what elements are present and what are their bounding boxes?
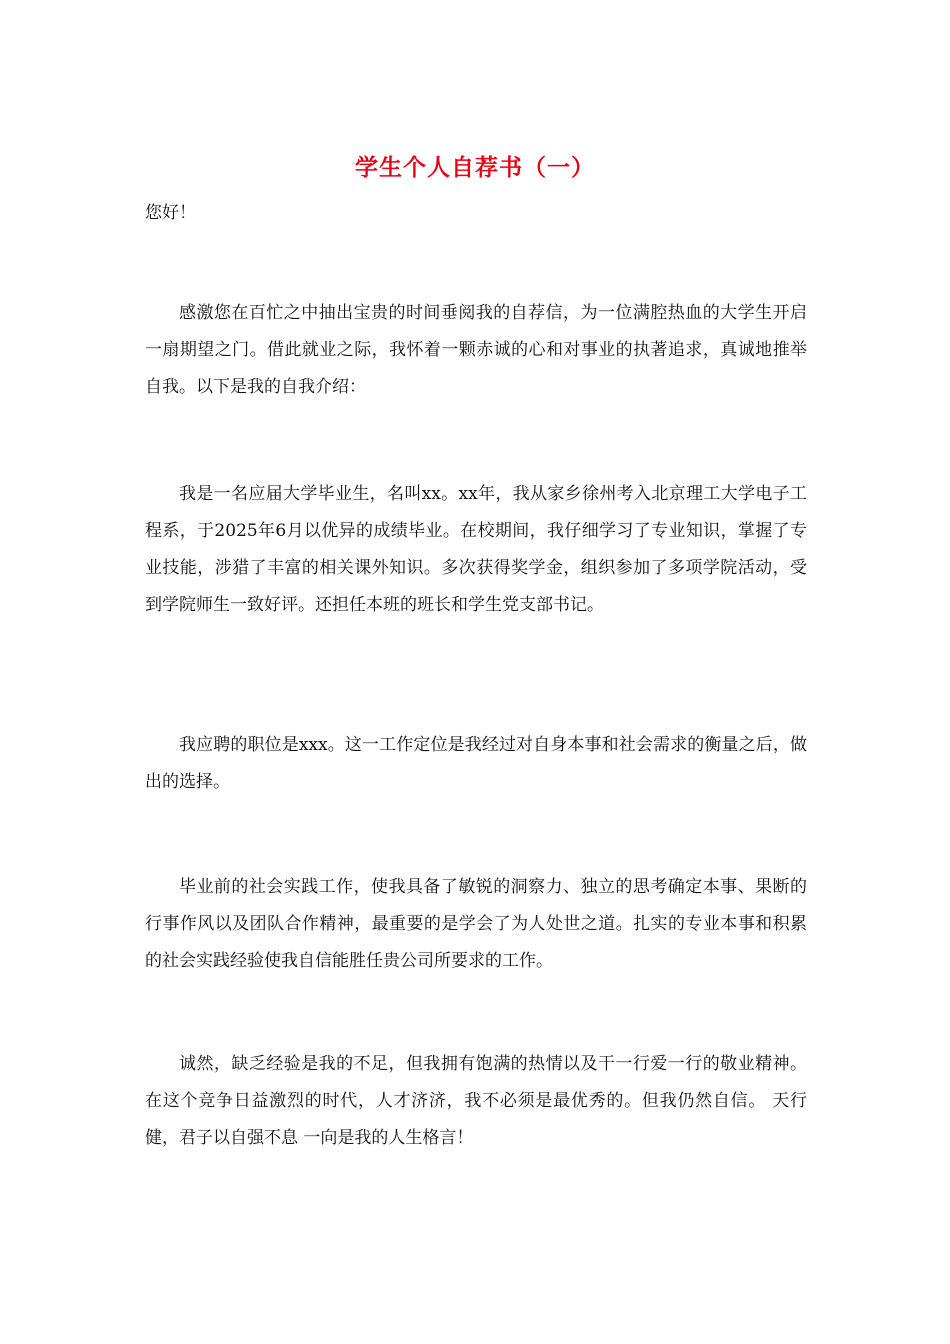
document-title: 学生个人自荐书（一）: [355, 154, 595, 181]
greeting: 您好！: [145, 203, 196, 223]
paragraph-3: 我应聘的职位是xxx。这一工作定位是我经过对自身本事和社会需求的衡量之后，做出的选择。: [145, 735, 807, 792]
paragraph-2: 我是一名应届大学毕业生，名叫xx。xx年，我从家乡徐州考入北京理工大学电子工程系，于2025年6月以优异的成绩毕业。在校期间，我仔细学习了专业知识，掌握了专业技能，涉猎了丰富的相关课外知识。多次获得奖学金，组织参加了多项学院活动，受到学院师生一致好评。还担任本班的班长和学生党支部书记。: [145, 484, 807, 615]
paragraph-1: 感激您在百忙之中抽出宝贵的时间垂阅我的自荐信，为一位满腔热血的大学生开启一扇期望之门。借此就业之际，我怀着一颗赤诚的心和对事业的执著追求，真诚地推举自我。以下是我的自我介绍：: [145, 303, 807, 397]
paragraph-4: 毕业前的社会实践工作，使我具备了敏锐的洞察力、独立的思考确定本事、果断的行事作风以及团队合作精神，最重要的是学会了为人处世之道。扎实的专业本事和积累的社会实践经验使我自信能胜任贵公司所要求的工作。: [145, 877, 807, 971]
paragraph-5: 诚然，缺乏经验是我的不足，但我拥有饱满的热情以及干一行爱一行的敬业精神。在这个竞争日益激烈的时代，人才济济，我不必须是最优秀的。但我仍然自信。 天行健，君子以自强不息 一向是我的人生格言！: [145, 1054, 807, 1148]
